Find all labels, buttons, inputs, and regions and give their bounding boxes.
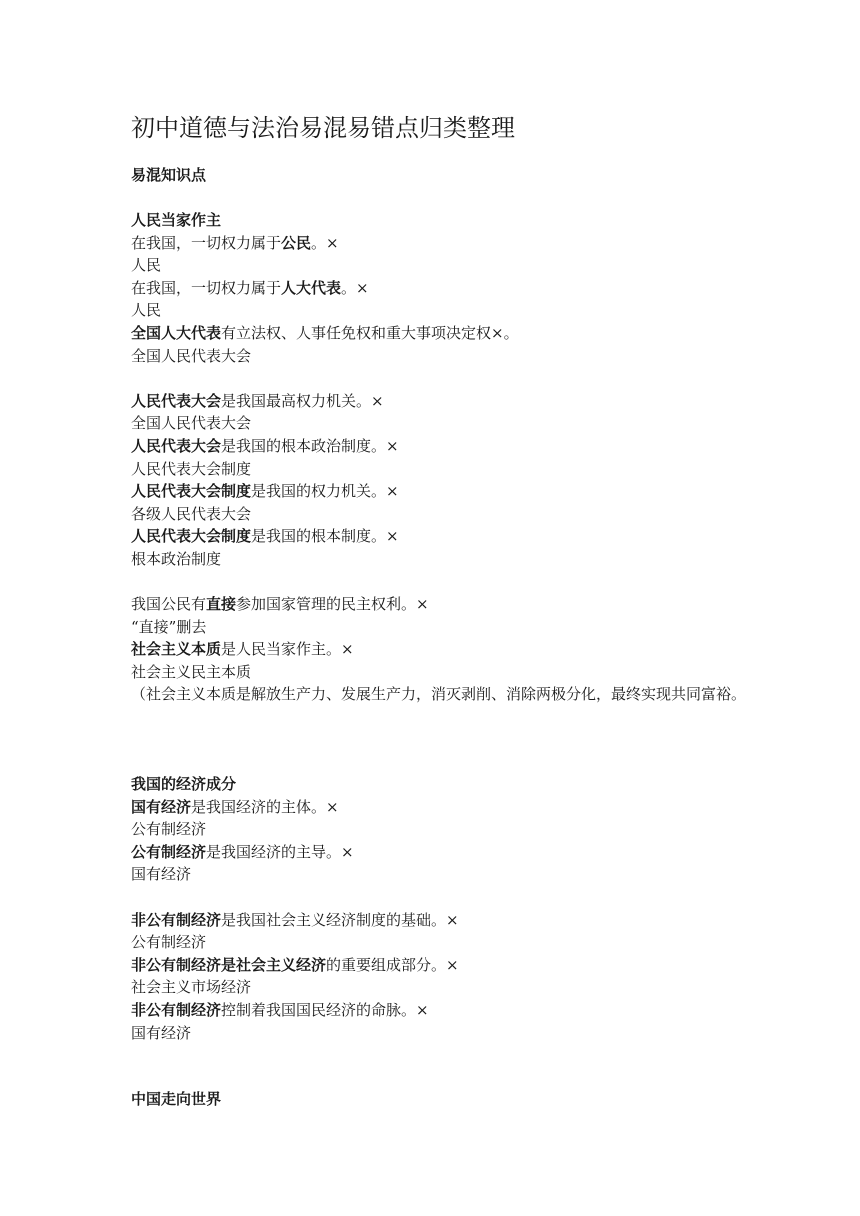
spacer bbox=[131, 886, 751, 909]
section-heading: 我国的经济成分 bbox=[131, 775, 237, 793]
correction-line: 人民 bbox=[131, 301, 162, 320]
statement-line: 人民代表大会是我国最高权力机关。× bbox=[131, 391, 384, 410]
correction-line: 社会主义民主本质 bbox=[131, 662, 252, 681]
document-subtitle: 易混知识点 bbox=[131, 166, 207, 184]
correction-line: 国有经济 bbox=[131, 865, 192, 884]
spacer bbox=[131, 367, 751, 390]
section-people bbox=[131, 209, 751, 706]
statement-line: 全国人大代表有立法权、人事任免权和重大事项决定权×。 bbox=[131, 323, 519, 342]
correction-line: 全国人民代表大会 bbox=[131, 346, 252, 365]
statement-line: 公有制经济是我国经济的主导。× bbox=[131, 842, 354, 861]
document-title: 初中道德与法治易混易错点归类整理 bbox=[131, 114, 515, 142]
correction-line: 公有制经济 bbox=[131, 933, 207, 952]
correction-line: 人民 bbox=[131, 256, 162, 275]
statement-line: 非公有制经济是社会主义经济的重要组成部分。× bbox=[131, 955, 459, 974]
section-world bbox=[131, 1088, 751, 1111]
statement-line: 人民代表大会制度是我国的权力机关。× bbox=[131, 482, 399, 501]
note-paragraph: （社会主义本质是解放生产力、发展生产力，消灭剥削、消除两极分化，最终实现共同富裕。 bbox=[131, 685, 747, 704]
statement-line: 非公有制经济是我国社会主义经济制度的基础。× bbox=[131, 910, 459, 929]
section-heading: 中国走向世界 bbox=[131, 1090, 222, 1108]
statement-line: 国有经济是我国经济的主体。× bbox=[131, 797, 339, 816]
statement-line: 我国公民有直接参加国家管理的民主权利。× bbox=[131, 595, 429, 614]
correction-line: 各级人民代表大会 bbox=[131, 504, 252, 523]
correction-line: 国有经济 bbox=[131, 1023, 192, 1042]
correction-line: 公有制经济 bbox=[131, 820, 207, 839]
correction-line: 根本政治制度 bbox=[131, 549, 222, 568]
correction-line: 全国人民代表大会 bbox=[131, 414, 252, 433]
statement-line: 社会主义本质是人民当家作主。× bbox=[131, 640, 354, 659]
spacer bbox=[131, 571, 751, 594]
statement-line: 在我国，一切权力属于公民。× bbox=[131, 233, 339, 252]
section-economy bbox=[131, 773, 751, 1044]
correction-line: 社会主义市场经济 bbox=[131, 978, 252, 997]
correction-line: “直接”删去 bbox=[131, 617, 207, 636]
section-heading: 人民当家作主 bbox=[131, 211, 222, 229]
statement-line: 人民代表大会制度是我国的根本制度。× bbox=[131, 527, 399, 546]
correction-line: 人民代表大会制度 bbox=[131, 459, 252, 478]
statement-line: 非公有制经济控制着我国国民经济的命脉。× bbox=[131, 1000, 429, 1019]
statement-line: 人民代表大会是我国的根本政治制度。× bbox=[131, 436, 399, 455]
statement-line: 在我国，一切权力属于人大代表。× bbox=[131, 278, 369, 297]
